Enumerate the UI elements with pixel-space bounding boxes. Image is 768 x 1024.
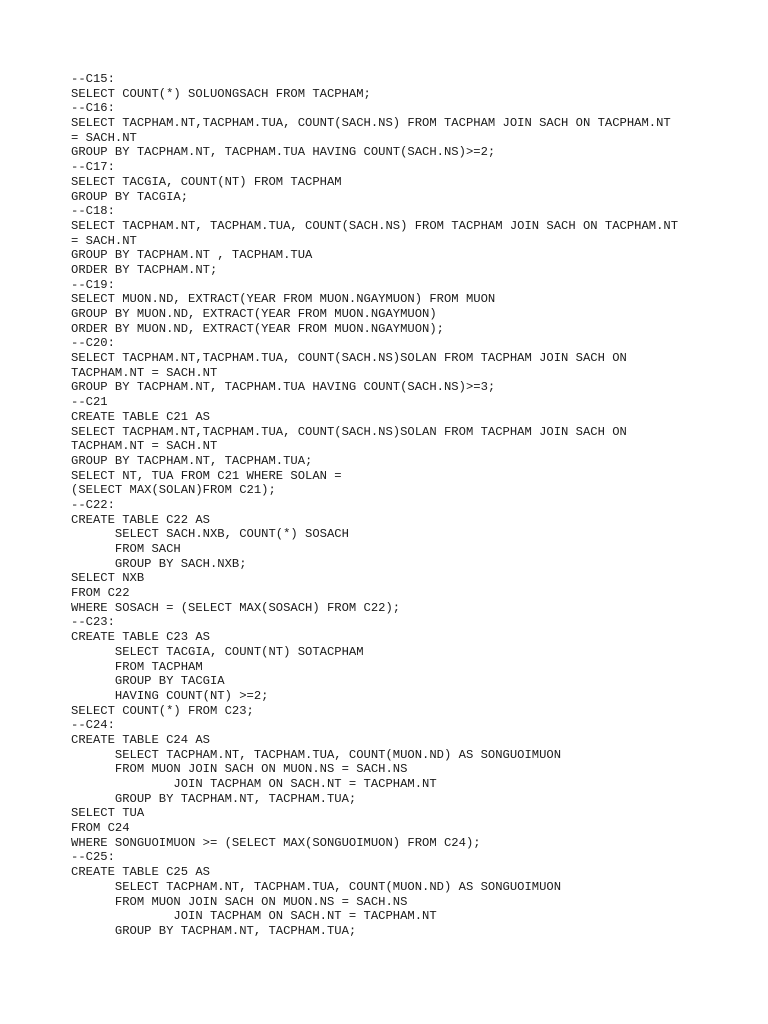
code-line: (SELECT MAX(SOLAN)FROM C21); [71,483,276,498]
code-line: FROM C24 [71,821,130,836]
code-line: SELECT SACH.NXB, COUNT(*) SOSACH [71,527,349,542]
code-line: SELECT COUNT(*) SOLUONGSACH FROM TACPHAM; [71,86,371,101]
code-line: CREATE TABLE C23 AS [71,630,210,645]
code-line: GROUP BY SACH.NXB; [71,556,247,571]
code-line: SELECT TACPHAM.NT,TACPHAM.TUA, COUNT(SACH.NS)SOLAN FROM TACPHAM JOIN SACH ON [71,351,627,366]
code-line: CREATE TABLE C21 AS [71,409,210,424]
code-line: WHERE SOSACH = (SELECT MAX(SOSACH) FROM C22); [71,600,401,615]
code-line: --C20: [71,336,115,351]
code-line: = SACH.NT [71,130,137,145]
code-line: GROUP BY TACPHAM.NT , TACPHAM.TUA [71,248,313,263]
code-line: --C16: [71,101,115,116]
code-line: CREATE TABLE C22 AS [71,512,210,527]
code-line: TACPHAM.NT = SACH.NT [71,365,218,380]
code-line: ORDER BY TACPHAM.NT; [71,262,218,277]
code-line: FROM MUON JOIN SACH ON MUON.NS = SACH.NS [71,894,408,909]
code-line: TACPHAM.NT = SACH.NT [71,439,218,454]
code-line: GROUP BY TACPHAM.NT, TACPHAM.TUA; [71,923,357,938]
code-line: GROUP BY TACGIA; [71,189,189,204]
code-line: GROUP BY TACPHAM.NT, TACPHAM.TUA; [71,453,313,468]
code-line: FROM C22 [71,586,130,601]
code-line: SELECT MUON.ND, EXTRACT(YEAR FROM MUON.NGAYMUON) FROM MUON [71,292,496,307]
code-line: CREATE TABLE C25 AS [71,865,210,880]
code-line: = SACH.NT [71,233,137,248]
code-line: ORDER BY MUON.ND, EXTRACT(YEAR FROM MUON.NGAYMUON); [71,321,444,336]
sql-code-block [71,72,751,939]
code-line: GROUP BY TACPHAM.NT, TACPHAM.TUA HAVING COUNT(SACH.NS)>=2; [71,145,496,160]
code-line: --C17: [71,160,115,175]
code-line: JOIN TACPHAM ON SACH.NT = TACPHAM.NT [71,909,437,924]
code-line: WHERE SONGUOIMUON >= (SELECT MAX(SONGUOIMUON) FROM C24); [71,835,481,850]
code-line: --C23: [71,615,115,630]
code-line: FROM MUON JOIN SACH ON MUON.NS = SACH.NS [71,762,408,777]
code-line: --C22: [71,497,115,512]
code-line: --C19: [71,277,115,292]
code-line: --C24: [71,718,115,733]
code-line: SELECT TACPHAM.NT, TACPHAM.TUA, COUNT(MUON.ND) AS SONGUOIMUON [71,879,562,894]
code-line: HAVING COUNT(NT) >=2; [71,688,269,703]
code-line: SELECT TACPHAM.NT,TACPHAM.TUA, COUNT(SACH.NS) FROM TACPHAM JOIN SACH ON TACPHAM.NT [71,116,671,131]
code-line: GROUP BY TACGIA [71,674,225,689]
code-line: SELECT TACPHAM.NT, TACPHAM.TUA, COUNT(SACH.NS) FROM TACPHAM JOIN SACH ON TACPHAM.NT [71,218,679,233]
code-line: --C25: [71,850,115,865]
code-line: --C18: [71,204,115,219]
code-line: SELECT TACPHAM.NT,TACPHAM.TUA, COUNT(SACH.NS)SOLAN FROM TACPHAM JOIN SACH ON [71,424,627,439]
code-line: --C21 [71,395,108,410]
code-line: SELECT TACGIA, COUNT(NT) FROM TACPHAM [71,174,342,189]
code-line: JOIN TACPHAM ON SACH.NT = TACPHAM.NT [71,777,437,791]
code-line: --C15: [71,72,115,86]
code-line: FROM SACH [71,542,181,556]
code-line: SELECT TUA [71,806,145,821]
code-line: GROUP BY TACPHAM.NT, TACPHAM.TUA; [71,791,357,806]
code-line: SELECT COUNT(*) FROM C23; [71,703,254,718]
code-line: GROUP BY MUON.ND, EXTRACT(YEAR FROM MUON.NGAYMUON) [71,307,437,321]
code-line: SELECT NT, TUA FROM C21 WHERE SOLAN = [71,468,342,483]
code-line: SELECT NXB [71,571,145,586]
code-line: GROUP BY TACPHAM.NT, TACPHAM.TUA HAVING COUNT(SACH.NS)>=3; [71,380,496,395]
code-line: SELECT TACPHAM.NT, TACPHAM.TUA, COUNT(MUON.ND) AS SONGUOIMUON [71,747,562,762]
code-line: SELECT TACGIA, COUNT(NT) SOTACPHAM [71,644,364,659]
code-line: FROM TACPHAM [71,659,203,674]
code-line: CREATE TABLE C24 AS [71,732,210,747]
